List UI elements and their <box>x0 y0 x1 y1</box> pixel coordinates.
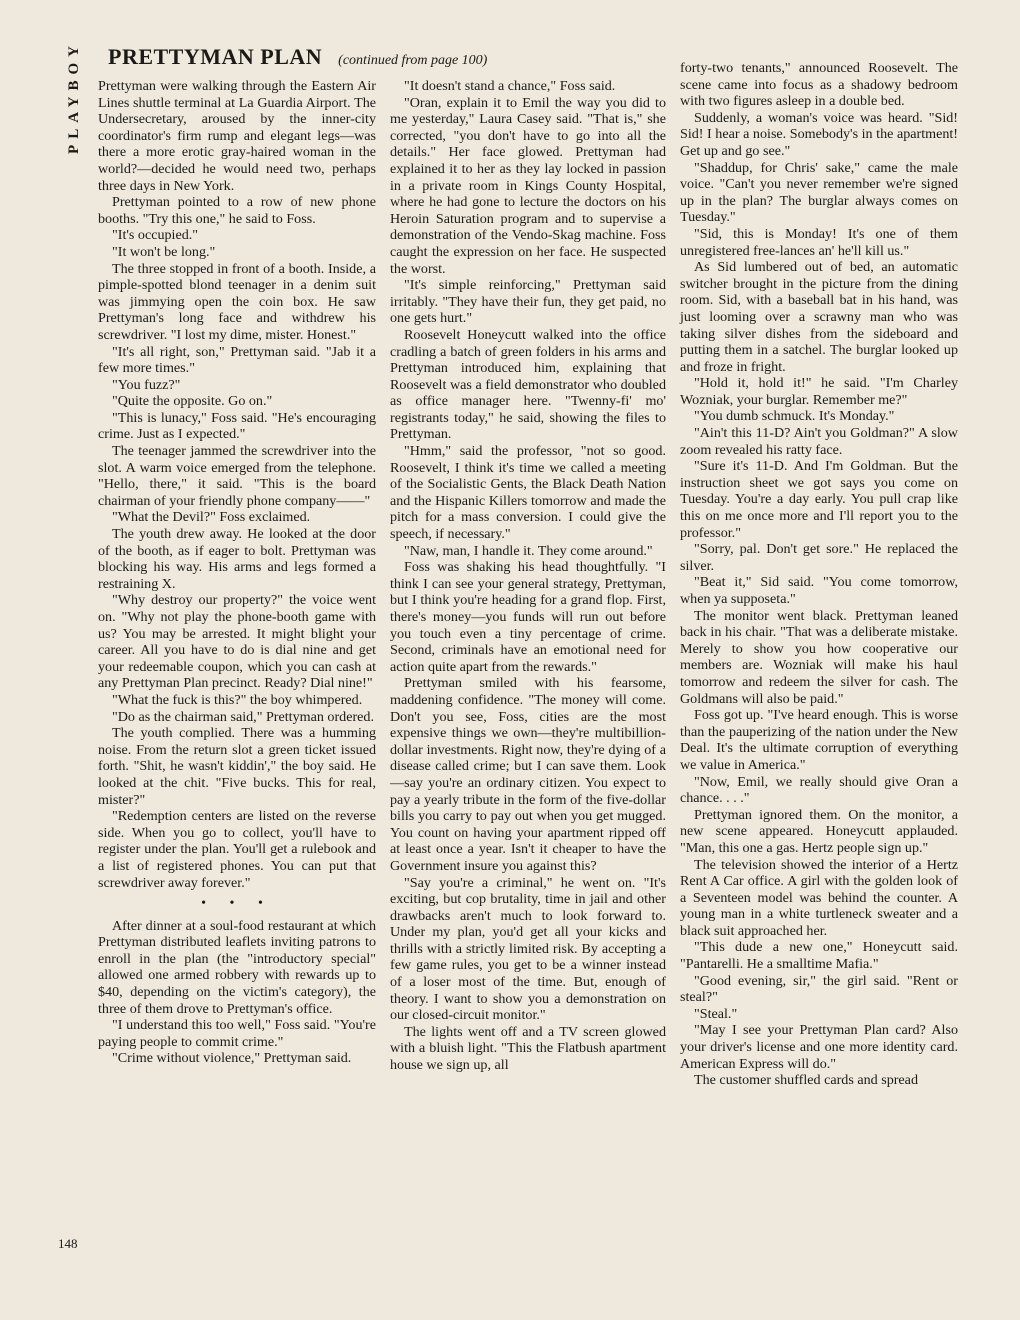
paragraph: "It's simple reinforcing," Prettyman said irritably. "They have their fun, they get paid, no one gets hurt." <box>390 277 666 327</box>
paragraph: "Say you're a criminal," he went on. "It's exciting, but cop brutality, time in jail and other drawbacks aren't much to look forward to. Under my plan, you'd get all your kicks and thrills with a strictly limited risk. By accepting a few game rules, you get to be a winner instead of a loser most of the time. But, enough of theory. I want to show you a demonstration on our closed-circuit monitor." <box>390 874 666 1024</box>
magazine-name-vertical: PLAYBOY <box>66 40 82 154</box>
paragraph: The customer shuffled cards and spread <box>694 1072 918 1089</box>
paragraph: The three stopped in front of a booth. Inside, a pimple-spotted blond teenager in a denim suit was jimmying open the coin box. He saw Prettyman's long face and withdrew his screwdriver. "I lost my dime, mister. Honest." <box>98 260 376 343</box>
paragraph: Foss was shaking his head thoughtfully. "I think I can see your general strategy, Prettyman, but I think you're heading for a grand flop. First, there's money—you funds will run out before you touch even a tiny percentage of crime. Second, criminals have an emotional need for action quite apart from the rewards." <box>390 559 666 675</box>
paragraph: As Sid lumbered out of bed, an automatic switcher brought in the picture from the dining room. Sid, with a baseball bat in his hand, was just looming over a scrawny man who was taking silver dishes from the sideboard and putting them in a satchel. The burglar looked up and froze in fright. <box>680 259 958 375</box>
page-number: 148 <box>58 1236 78 1251</box>
section-break: • • • <box>201 895 273 912</box>
paragraph: "Sorry, pal. Don't get sore." He replaced the silver. <box>680 541 958 574</box>
paragraph: "Do as the chairman said," Prettyman ordered. <box>112 708 374 725</box>
paragraph: "It's occupied." <box>112 227 199 244</box>
paragraph: "Shaddup, for Chris' sake," came the male voice. "Can't you never remember we're signed up in the plan? The burglar always comes on Tuesday." <box>680 159 958 226</box>
paragraph: Prettyman ignored them. On the monitor, a new scene appeared. Honeycutt applauded. "Man, this one a gas. Hertz people sign up." <box>680 806 958 856</box>
paragraph: Foss got up. "I've heard enough. This is worse than the pauperizing of the nation under the New Deal. It's the ultimate corruption of everything we value in America." <box>680 707 958 773</box>
paragraph: "Sid, this is Monday! It's one of them unregistered free-lances an' he'll kill us." <box>680 225 958 259</box>
paragraph: "You fuzz?" <box>112 376 181 393</box>
paragraph: "May I see your Prettyman Plan card? Also your driver's license and one more identity card. American Express will do." <box>680 1022 958 1072</box>
article-header <box>108 44 487 70</box>
paragraph: "Crime without violence," Prettyman said. <box>112 1050 352 1067</box>
paragraph: Prettyman pointed to a row of new phone booths. "Try this one," he said to Foss. <box>98 194 376 227</box>
paragraph: Prettyman were walking through the Eastern Air Lines shuttle terminal at La Guardia Airport. The Undersecretary, aroused by the inner-city coordinator's firm rump and elegant legs—was there a more erotic gray-haired woman in the world?—decided he would need two, perhaps three days in New York. <box>98 78 376 194</box>
paragraph: "Good evening, sir," the girl said. "Rent or steal?" <box>680 972 958 1006</box>
paragraph: The lights went off and a TV screen glowed with a bluish light. "This the Flatbush apartment house we sign up, all <box>390 1023 666 1074</box>
paragraph: "Hold it, hold it!" he said. "I'm Charley Wozniak, your burglar. Remember me?" <box>680 375 958 408</box>
continued-note: (continued from page 100) <box>338 53 488 68</box>
paragraph: "Hmm," said the professor, "not so good. Roosevelt, I think it's time we called a meeting of the Socialistic Gents, the Black Death Nation and the Hispanic Killers tomorrow and made the pitch for a mass conversion. I could give the speech, if necessary." <box>390 443 666 543</box>
paragraph: After dinner at a soul-food restaurant at which Prettyman distributed leaflets inviting patrons to enroll in the plan (the "introductory special" allowed one armed robbery with rewards up to $40, depending on the victim's category), the three of them drove to Prettyman's office. <box>98 917 376 1017</box>
paragraph: "Sure it's 11-D. And I'm Goldman. But the instruction sheet we got says you come on Tuesday. You're a day early. You pull crap like this on me once more and I'll report you to the professor." <box>680 458 958 541</box>
paragraph: "Ain't this 11-D? Ain't you Goldman?" A slow zoom revealed his ratty face. <box>680 425 958 458</box>
paragraph: "This dude a new one," Honeycutt said. "Pantarelli. He a smalltime Mafia." <box>680 939 958 973</box>
paragraph: "I understand this too well," Foss said. "You're paying people to commit crime." <box>98 1017 376 1050</box>
paragraph: "It doesn't stand a chance," Foss said. <box>404 78 616 94</box>
paragraph: The youth complied. There was a humming noise. From the return slot a green ticket issued forth. "Shit, he wasn't kiddin'," the boy said. He looked at the chit. "Five bucks. This for real, mister?" <box>98 725 376 808</box>
paragraph: The teenager jammed the screwdriver into the slot. A warm voice emerged from the telephone. "Hello, there," it said. "This is the board chairman of your friendly phone company——" <box>98 443 376 509</box>
article-title: PRETTYMAN PLAN <box>108 44 323 69</box>
paragraph: "Now, Emil, we really should give Oran a chance. . . ." <box>680 773 958 807</box>
paragraph: "What the fuck is this?" the boy whimpered. <box>112 691 363 708</box>
paragraph: "It won't be long." <box>112 243 216 260</box>
paragraph: "Steal." <box>694 1005 738 1022</box>
paragraph: "You dumb schmuck. It's Monday." <box>694 408 895 425</box>
text-column-3 <box>680 60 958 1268</box>
paragraph: "Quite the opposite. Go on." <box>112 393 273 410</box>
paragraph: "Why destroy our property?" the voice went on. "Why not play the phone-booth game with us? You may be arrested. It might blight your career. All you have to do is dial nine and get your redeemable coupon, which you can cash at any Prettyman Plan precinct. Ready? Dial nine!" <box>98 592 376 692</box>
text-column-1 <box>98 78 376 1268</box>
paragraph: "Beat it," Sid said. "You come tomorrow, when ya supposeta." <box>680 574 958 607</box>
paragraph: forty-two tenants," announced Roosevelt. The scene came into focus as a shadowy bedroom with two figures asleep in a double bed. <box>680 60 958 110</box>
text-column-2 <box>390 78 666 1268</box>
paragraph: "Redemption centers are listed on the reverse side. When you go to collect, you'll have to register under the plan. You'll get a rulebook and a list of registered phones. You can put that screwdriver away forever." <box>98 808 376 891</box>
paragraph: Prettyman smiled with his fearsome, maddening confidence. "The money will come. Don't you see, Foss, cities are the most expensive things we own—they're multibillion-dollar investments. Right now, they're dying of a disease called crime; but I can save them. Look—say you're an ordinary citizen. You expect to pay a yearly tribute in the form of the five-dollar bills you carry to pay out when you get mugged. You count on having your apartment ripped off at least once a year. Isn't it cheaper to have the Government insure you against this? <box>390 675 666 874</box>
paragraph: "Naw, man, I handle it. They come around." <box>404 542 653 559</box>
paragraph: Roosevelt Honeycutt walked into the office cradling a batch of green folders in his arms and Prettyman introduced him, explaining that Roosevelt was a field demonstrator who doubled as office manager here. "Twenny-fi' mo' registrants today," he said, showing the files to Prettyman. <box>390 326 666 443</box>
paragraph: Suddenly, a woman's voice was heard. "Sid! Sid! I hear a noise. Somebody's in the apartment! Get up and go see." <box>680 109 958 159</box>
paragraph: The youth drew away. He looked at the door of the booth, as if eager to bolt. Prettyman was blocking his way. His arms and legs formed a restraining X. <box>98 526 376 592</box>
paragraph: The television showed the interior of a Hertz Rent A Car office. A girl with the golden look of a Seventeen model was behind the counter. A young man in a white turtleneck sweater and a black suit approached her. <box>680 856 958 939</box>
paragraph: "It's all right, son," Prettyman said. "Jab it a few more times." <box>98 343 376 377</box>
paragraph: The monitor went black. Prettyman leaned back in his chair. "That was a deliberate mistake. Merely to show you how cooperative our members are. Wozniak will make his haul tomorrow and redeem the silver for cash. The Goldmans will also be paid." <box>680 607 958 707</box>
paragraph: "Oran, explain it to Emil the way you did to me yesterday," Laura Casey said. "That is," she corrected, "you don't have to go into all the details." Her face glowed. Prettyman had explained it to her as they lay locked in passion in a private room in Kings County Hospital, where he had gone to lecture the doctors on his Heroin Saturation program and to supervise a demonstration of the Vendo-Skag machine. Foss caught the expression on her face. He suspected the worst. <box>390 94 666 277</box>
paragraph: "This is lunacy," Foss said. "He's encouraging crime. Just as I expected." <box>98 409 376 443</box>
paragraph: "What the Devil?" Foss exclaimed. <box>112 509 311 526</box>
